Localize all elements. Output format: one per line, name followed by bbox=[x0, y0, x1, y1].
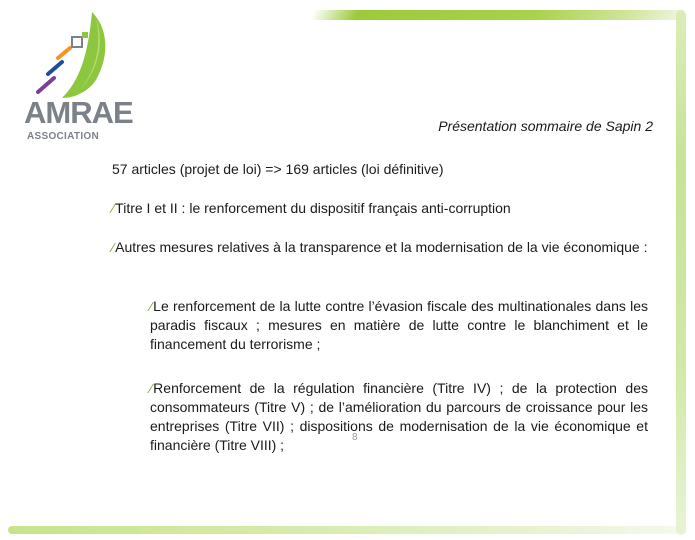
logo-wordmark: AMRAE bbox=[24, 95, 133, 130]
bullet-text: Titre I et II : le renforcement du dispositif français anti-corruption bbox=[115, 200, 511, 216]
bullet-item bbox=[112, 199, 652, 218]
bullet-text: Autres mesures relatives à la transparence et la modernisation de la vie économique : bbox=[115, 239, 648, 255]
leaf-bullet-icon: ⁄ bbox=[150, 381, 153, 396]
sub-bullet-item bbox=[150, 379, 648, 455]
logo-leaf-icon bbox=[10, 10, 115, 105]
brush-top-decoration bbox=[310, 10, 685, 20]
brush-right-decoration bbox=[676, 10, 686, 535]
leaf-bullet-icon: ⁄ bbox=[112, 240, 115, 255]
amrae-logo bbox=[10, 10, 133, 142]
intro-text: 57 articles (projet de loi) => 169 articles (loi définitive) bbox=[112, 161, 444, 177]
leaf-bullet-icon: ⁄ bbox=[112, 201, 115, 216]
slide-title: Présentation sommaire de Sapin 2 bbox=[438, 118, 653, 134]
sub-bullet-text: Le renforcement de la lutte contre l’évasion fiscale des multinationales dans les paradis fiscaux ; mesures en matière de lutte contre le blanchiment et le financement du terrorisme ; bbox=[150, 298, 648, 352]
sub-bullet-item bbox=[150, 297, 648, 354]
intro-line bbox=[112, 160, 652, 179]
brush-bottom-decoration bbox=[8, 526, 686, 534]
logo-subtitle: ASSOCIATION bbox=[27, 131, 100, 142]
page-number: 8 bbox=[352, 432, 358, 443]
leaf-bullet-icon: ⁄ bbox=[150, 299, 153, 314]
bullet-item bbox=[112, 238, 648, 257]
sub-bullet-text: Renforcement de la régulation financière (Titre IV) ; de la protection des consommateurs (Titre V) ; de l’amélioration du parcours de croissance pour les entreprises (Titre VII) ; dispositions de modernisation de la vie économique et financière (Titre VIII) ; bbox=[150, 380, 648, 453]
